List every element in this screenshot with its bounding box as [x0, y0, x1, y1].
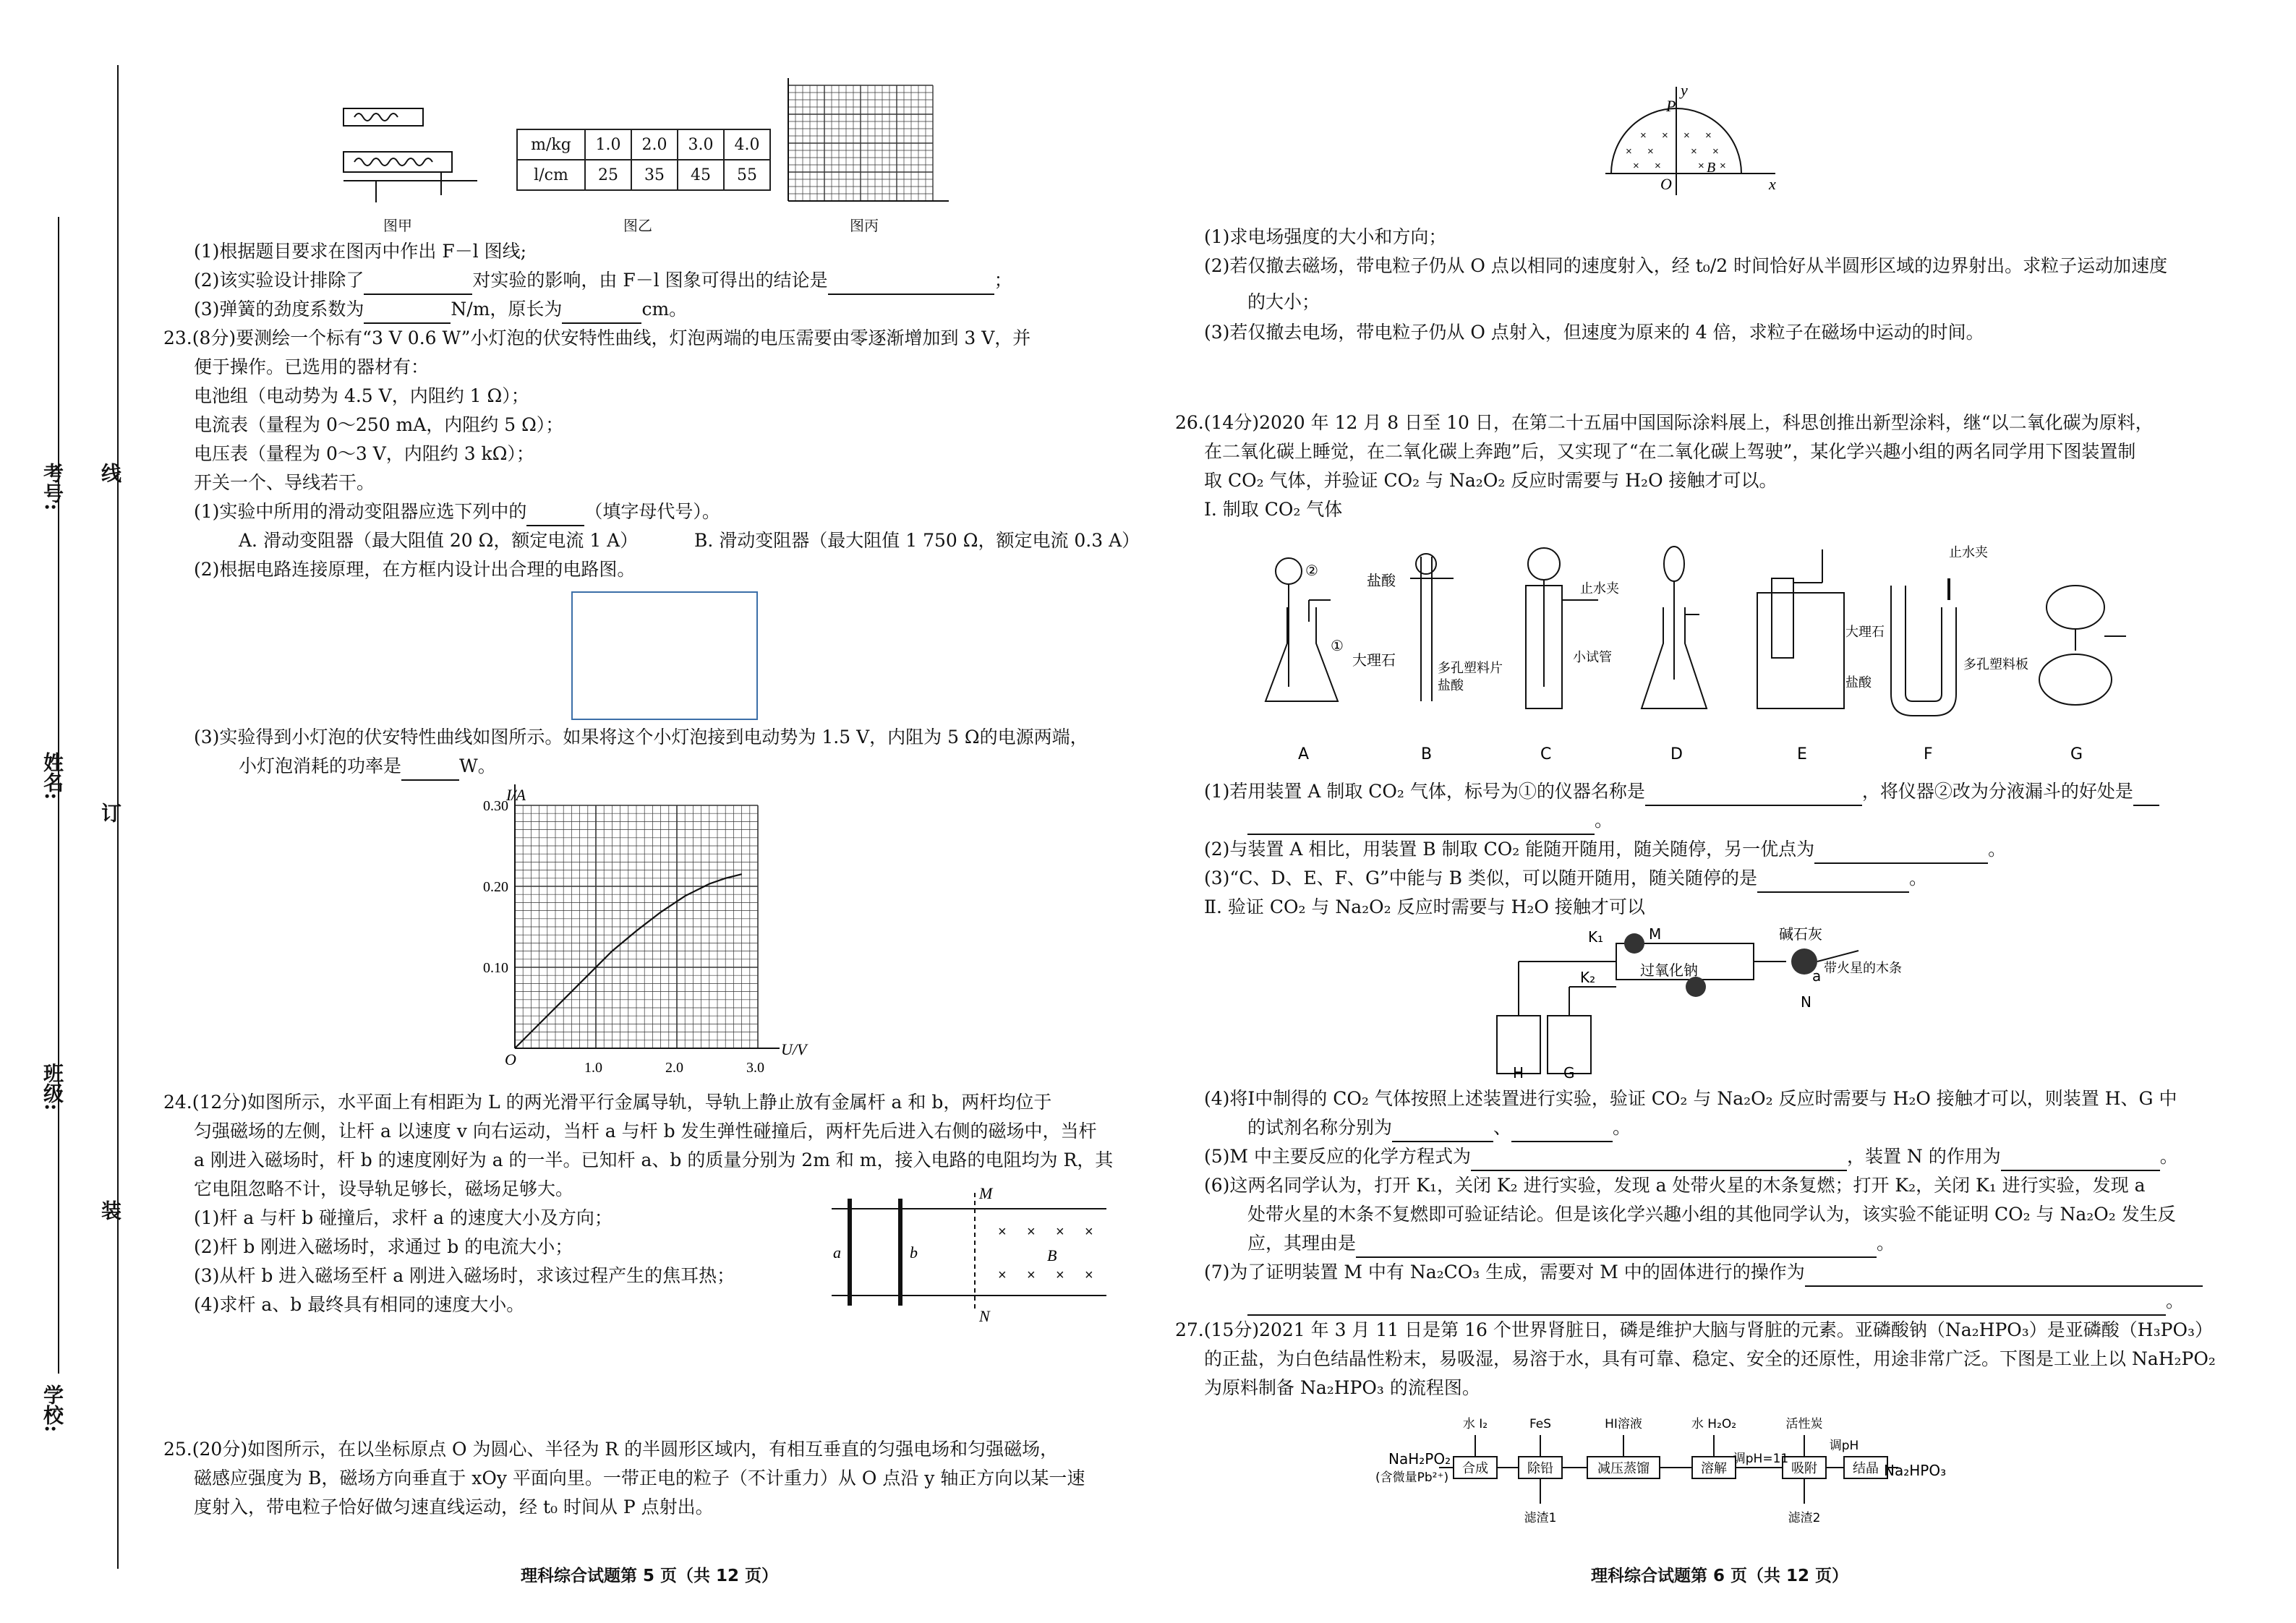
iv-ytick: 0.20: [483, 879, 508, 895]
answer-blank[interactable]: [1471, 1149, 1847, 1171]
flow-box-label: 减压蒸馏: [1597, 1461, 1650, 1476]
iv-ytick: 0.30: [483, 798, 508, 814]
flow-reagent: 水 H₂O₂: [1691, 1417, 1737, 1431]
q22-text: (2)该实验设计排除了: [194, 270, 364, 291]
q24-line-4: 它电阻忽略不计，设导轨足够长，磁场足够大。: [194, 1178, 574, 1199]
apparatus-label: 多孔塑料片: [1438, 661, 1503, 676]
apparatus-label: 盐酸: [1438, 678, 1464, 693]
answer-blank[interactable]: [1511, 1121, 1613, 1142]
spring-figure: [340, 101, 485, 206]
q22-line-3: [194, 295, 687, 324]
answer-blank[interactable]: [2133, 784, 2159, 806]
svg-text:×: ×: [1626, 145, 1632, 158]
setup-label-N: N: [1801, 993, 1811, 1011]
flow-reagent: FeS: [1529, 1417, 1552, 1431]
apparatus-label: 小试管: [1573, 650, 1612, 665]
apparatus-letter: G: [2070, 745, 2083, 763]
q25-part-2: (2)若仅撤去磁场，带电粒子仍从 O 点以相同的速度射入，经 t₀/2 时间恰好从半圆形区域的边界射出。求粒子运动加速度: [1204, 255, 2168, 276]
flow-box-label: 合成: [1462, 1461, 1488, 1476]
rails-figure: [817, 1186, 1114, 1323]
q25-line-3: 度射入，带电粒子恰好做匀速直线运动，经 t₀ 时间从 P 点射出。: [194, 1496, 714, 1517]
q26-text: 。: [1877, 1233, 1895, 1254]
q26-line-2: 在二氧化碳上睡觉，在二氧化碳上奔跑”后，又实现了“在二氧化碳上驾驶”，某化学兴趣小组的两名同学用下图装置制: [1204, 441, 2136, 462]
flow-box-label: 除铅: [1527, 1461, 1553, 1476]
q26-part-6c: [1247, 1229, 1895, 1258]
setup-label-a: a: [1812, 967, 1822, 985]
q26-text: 。: [1613, 1117, 1631, 1138]
flow-reagent: 水 I₂: [1462, 1417, 1488, 1431]
data-table: [516, 129, 771, 191]
q26-text: (3)“C、D、E、F、G”中能与 B 类似，可以随开随用，随关随停的是: [1204, 868, 1757, 888]
rail-label-N: N: [979, 1307, 990, 1323]
q23-text: （填字母代号）。: [584, 501, 720, 522]
q24-line-1: 24.(12分)如图所示，水平面上有相距为 L 的两光滑平行金属导轨，导轨上静止放有金属杆 a 和 b，两杆均位于: [163, 1092, 1052, 1113]
apparatus-letter: F: [1924, 745, 1933, 763]
flow-end: Na₂HPO₃: [1884, 1462, 1947, 1479]
setup-figure: [1475, 922, 1909, 1081]
q26-part-6: (6)这两名同学认为，打开 K₁，关闭 K₂ 进行实验，发现 a 处带火星的木条复燃；打开 K₂，关闭 K₁ 进行实验，发现 a: [1204, 1175, 2146, 1196]
q26-part-3: [1204, 864, 1927, 893]
label-school: 学校:: [40, 1384, 64, 1433]
q25-part-3: (3)若仅撤去电场，带电粒子仍从 O 点射入，但速度为原来的 4 倍，求粒子在磁场中运动的时间。: [1204, 322, 1984, 343]
flow-box-label: 结晶: [1853, 1461, 1879, 1476]
q22-line-2: (2)该实验设计排除了 对实验的影响，由 F－l 图象可得出的结论是 ；: [194, 266, 1012, 295]
q22-line-1: (1)根据题目要求在图丙中作出 F－l 图线;: [194, 241, 527, 262]
q26-text: 、: [1493, 1117, 1512, 1138]
mark-bind: 订: [98, 802, 122, 823]
svg-text:×: ×: [1056, 1224, 1064, 1240]
q26-text: (2)与装置 A 相比，用装置 B 制取 CO₂ 能随开随用，随关随停，另一优点为: [1204, 839, 1815, 860]
apparatus-label: 盐酸: [1367, 572, 1396, 589]
answer-blank[interactable]: [364, 273, 472, 295]
apparatus-label: 多孔塑料板: [1963, 657, 2028, 672]
svg-text:×: ×: [1698, 160, 1704, 172]
flowchart: [1367, 1406, 1960, 1543]
q26-part-7: [1204, 1258, 2203, 1287]
svg-text:×: ×: [1691, 145, 1697, 158]
q23-line-2: 便于操作。已选用的器材有：: [194, 356, 430, 377]
svg-text:×: ×: [1085, 1267, 1093, 1283]
q26-text: 应，其理由是: [1247, 1233, 1357, 1254]
svg-text:×: ×: [1640, 129, 1647, 142]
setup-label-M: M: [1649, 925, 1662, 943]
apparatus-letter: E: [1797, 745, 1807, 763]
apparatus-label: 止水夹: [1580, 581, 1619, 596]
table-cell: 3.0: [678, 129, 724, 160]
q26-text: (7)为了证明装置 M 中有 Na₂CO₃ 生成，需要对 M 中的固体进行的操作为: [1204, 1262, 1805, 1282]
flow-start: NaH₂PO₂: [1388, 1450, 1451, 1468]
table-cell: 4.0: [724, 129, 770, 160]
q25-part-2b: 的大小；: [1247, 291, 1320, 312]
svg-text:×: ×: [1085, 1224, 1093, 1240]
q26-text: 。: [1988, 839, 2007, 860]
q26-line-3: 取 CO₂ 气体，并验证 CO₂ 与 Na₂O₂ 反应时需要与 H₂O 接触才可以。: [1204, 470, 1778, 491]
table-cell: m/kg: [517, 129, 585, 160]
answer-blank[interactable]: [562, 302, 641, 324]
iv-xtick: 2.0: [665, 1060, 683, 1076]
apparatus-letter: D: [1670, 745, 1683, 763]
svg-text:×: ×: [1655, 160, 1661, 172]
q24-line-2: 匀强磁场的左侧，让杆 a 以速度 v 向右运动，当杆 a 与杆 b 发生弹性碰撞后，两杆先后进入右侧的磁场中，当杆: [194, 1121, 1097, 1142]
table-cell: l/cm: [517, 160, 585, 190]
rail-label-M: M: [979, 1186, 993, 1202]
flow-step-note: 调pH: [1829, 1439, 1859, 1453]
q23-line-3: 电池组（电动势为 4.5 V，内阻约 1 Ω）；: [194, 385, 529, 406]
iv-chart: [463, 784, 839, 1088]
svg-text:×: ×: [1056, 1267, 1064, 1283]
svg-text:×: ×: [1633, 160, 1639, 172]
label-exam-no: 考号:: [40, 463, 64, 511]
flow-residue: 滤渣1: [1524, 1511, 1557, 1525]
iv-ylabel: I/A: [506, 786, 526, 804]
q23-text: 小灯泡消耗的功率是: [239, 755, 402, 776]
q26-part-1: [1204, 777, 2159, 806]
rod-label-b: b: [910, 1243, 918, 1262]
q26-section-1: Ⅰ. 制取 CO₂ 气体: [1204, 499, 1343, 520]
apparatus-letter: B: [1421, 745, 1433, 763]
table-cell: 35: [631, 160, 678, 190]
semi-label-P: P: [1666, 97, 1676, 115]
apparatus-label: 盐酸: [1845, 675, 1872, 690]
table-cell: 1.0: [585, 129, 631, 160]
apparatus-figure: [1258, 535, 2184, 774]
table-cell: 2.0: [631, 129, 678, 160]
field-label-B: B: [1047, 1246, 1057, 1264]
q23-line-7: [194, 497, 720, 526]
q26-text: 。: [1908, 868, 1927, 888]
q23-line-12: [239, 752, 496, 781]
q26-part-6b: 处带火星的木条不复燃即可验证结论。但是该化学兴趣小组的其他同学认为，该实验不能证明 CO₂ 与 Na₂O₂ 发生反: [1247, 1204, 2176, 1225]
svg-text:×: ×: [1683, 129, 1690, 142]
apparatus-letter: C: [1540, 745, 1552, 763]
answer-blank[interactable]: [526, 505, 584, 526]
semicircle-figure: [1598, 80, 1786, 199]
iv-xlabel: U/V: [781, 1040, 807, 1058]
q26-text: 的试剂名称分别为: [1247, 1117, 1393, 1138]
blank-grid: [781, 78, 955, 208]
mark-fold: 装: [98, 1200, 122, 1220]
semi-label-O: O: [1660, 175, 1672, 193]
q23-text: W。: [459, 755, 496, 776]
answer-blank[interactable]: [1247, 813, 1595, 835]
q26-part-5: [1204, 1142, 2178, 1171]
setup-label-K1: K₁: [1588, 928, 1604, 946]
label-class: 班级:: [40, 1063, 64, 1111]
q24-part-4: (4)求杆 a、b 最终具有相同的速度大小。: [194, 1294, 525, 1315]
q26-text: (1)若用装置 A 制取 CO₂ 气体，标号为①的仪器名称是: [1204, 781, 1645, 802]
setup-label-K2: K₂: [1580, 969, 1596, 986]
svg-text:×: ×: [998, 1224, 1007, 1240]
answer-blank[interactable]: [1392, 1121, 1493, 1142]
q23-line-11: (3)实验得到小灯泡的伏安特性曲线如图所示。如果将这个小灯泡接到电动势为 1.5 V，内阻为 5 Ω的电源两端，: [194, 727, 1088, 748]
q23-line-5: 电压表（量程为 0～3 V，内阻约 3 kΩ）；: [194, 443, 534, 464]
q26-text: 。: [2166, 1290, 2185, 1311]
table-cell: 45: [678, 160, 724, 190]
setup-label-G: G: [1563, 1064, 1575, 1081]
flow-reagent: 活性炭: [1785, 1417, 1823, 1431]
answer-blank[interactable]: [1356, 1236, 1877, 1258]
semi-label-B: B: [1707, 160, 1716, 176]
q26-text: ，将仪器②改为分液漏斗的好处是: [1861, 781, 2133, 802]
q26-text: ，装置 N 的作用为: [1846, 1146, 2001, 1167]
q24-part-1: (1)杆 a 与杆 b 碰撞后，求杆 a 的速度大小及方向；: [194, 1207, 613, 1228]
apparatus-letter: A: [1298, 745, 1310, 763]
fig-label-bing: 图丙: [850, 217, 879, 234]
answer-blank[interactable]: [1805, 1265, 2203, 1287]
q23-line-1: 23.(8分)要测绘一个标有“3 V 0.6 W”小灯泡的伏安特性曲线，灯泡两端的电压需要由零逐渐增加到 3 V，并: [163, 327, 1031, 348]
flow-box-label: 吸附: [1791, 1461, 1817, 1476]
table-cell: 25: [585, 160, 631, 190]
flow-residue: 滤渣2: [1788, 1511, 1821, 1525]
q22-text: (3)弹簧的劲度系数为: [194, 299, 364, 320]
answer-blank[interactable]: [828, 273, 994, 295]
apparatus-label: 大理石: [1352, 651, 1396, 669]
svg-text:×: ×: [1662, 129, 1668, 142]
q24-part-2: (2)杆 b 刚进入磁场时，求通过 b 的电流大小；: [194, 1236, 573, 1257]
q22-text: N/m，原长为: [451, 299, 563, 320]
q26-line-1: 26.(14分)2020 年 12 月 8 日至 10 日，在第二十五届中国国际涂料展上，科思创推出新型涂料，继“以二氧化碳为原料，: [1175, 412, 2154, 433]
svg-text:×: ×: [1712, 145, 1719, 158]
flow-start-sub: (含微量Pb²⁺): [1375, 1470, 1449, 1485]
q26-part-4b: [1247, 1113, 1631, 1142]
svg-text:×: ×: [1720, 160, 1726, 172]
answer-blank[interactable]: [1645, 784, 1862, 806]
semi-label-x: x: [1769, 175, 1776, 193]
setup-label-H: H: [1513, 1064, 1524, 1081]
answer-blank[interactable]: [401, 759, 459, 781]
page-footer-left: 理科综合试题第 5 页（共 12 页）: [521, 1567, 779, 1585]
svg-text:×: ×: [1027, 1224, 1036, 1240]
apparatus-label: ②: [1305, 562, 1318, 579]
q23-line-6: 开关一个、导线若干。: [194, 472, 375, 493]
q23-line-10: (2)根据电路连接原理，在方框内设计出合理的电路图。: [194, 559, 636, 580]
fig-label-jia: 图甲: [383, 217, 412, 234]
page-footer-right: 理科综合试题第 6 页（共 12 页）: [1591, 1567, 1849, 1585]
setup-label-na2o2: 过氧化钠: [1640, 962, 1698, 979]
table-cell: 55: [724, 160, 770, 190]
q27-line-2: 的正盐，为白色结晶性粉末，易吸湿，易溶于水，具有可靠、稳定、安全的还原性，用途非常广泛。下图是工业上以 NaH₂PO₂: [1204, 1348, 2216, 1369]
q26-text: 。: [2159, 1146, 2178, 1167]
answer-blank[interactable]: [2001, 1149, 2160, 1171]
svg-text:×: ×: [1705, 129, 1712, 142]
mark-line: 线: [98, 463, 122, 483]
q26-text: 。: [1595, 810, 1613, 831]
flow-box-label: 溶解: [1701, 1461, 1727, 1476]
semi-label-y: y: [1681, 81, 1688, 99]
iv-origin: O: [505, 1050, 516, 1069]
q22-text: cm。: [641, 299, 688, 320]
iv-xtick: 1.0: [584, 1060, 602, 1076]
flow-reagent: HI溶液: [1605, 1417, 1642, 1431]
q25-line-1: 25.(20分)如图所示，在以坐标原点 O 为圆心、半径为 R 的半圆形区域内，有相互垂直的匀强电场和匀强磁场，: [163, 1439, 1059, 1460]
answer-blank[interactable]: [1247, 1294, 2166, 1316]
circuit-answer-box[interactable]: [571, 591, 758, 720]
fig-label-yi: 图乙: [623, 217, 652, 234]
answer-blank[interactable]: [364, 302, 451, 324]
iv-xtick: 3.0: [746, 1060, 764, 1076]
flow-step-note: 调pH=11: [1733, 1452, 1789, 1466]
q27-line-3: 为原料制备 Na₂HPO₃ 的流程图。: [1204, 1377, 1480, 1398]
q26-text: (5)M 中主要反应的化学方程式为: [1204, 1146, 1471, 1167]
apparatus-label: 大理石: [1845, 625, 1885, 640]
q23-option-b: B. 滑动变阻器（最大阻值 1 750 Ω，额定电流 0.3 A）: [694, 530, 1140, 551]
q23-line-4: 电流表（量程为 0～250 mA，内阻约 5 Ω）；: [194, 414, 564, 435]
label-name: 姓名:: [40, 752, 64, 800]
q26-part-7b: [1247, 1287, 2184, 1316]
q24-line-3: a 刚进入磁场时，杆 b 的速度刚好为 a 的一半。已知杆 a、b 的质量分别为 2m 和 m，接入电路的电阻均为 R，其: [194, 1149, 1114, 1170]
q22-text: 对实验的影响，由 F－l 图象可得出的结论是: [472, 270, 828, 291]
q24-part-3: (3)从杆 b 进入磁场至杆 a 刚进入磁场时，求该过程产生的焦耳热；: [194, 1265, 735, 1286]
apparatus-label: ①: [1331, 637, 1344, 654]
q25-line-2: 磁感应强度为 B，磁场方向垂直于 xOy 平面向里。一带正电的粒子（不计重力）从 O 点沿 y 轴正方向以某一速: [194, 1468, 1085, 1489]
svg-text:×: ×: [998, 1267, 1007, 1283]
svg-text:×: ×: [1647, 145, 1654, 158]
rod-label-a: a: [833, 1243, 841, 1262]
setup-label-splint: 带火星的木条: [1824, 961, 1902, 976]
q27-line-1: 27.(15分)2021 年 3 月 11 日是第 16 个世界肾脏日，磷是维护大脑与肾脏的元素。亚磷酸钠（Na₂HPO₃）是亚磷酸（H₃PO₃）: [1175, 1319, 2213, 1340]
q23-text: (1)实验中所用的滑动变阻器应选下列中的: [194, 501, 527, 522]
apparatus-label: 止水夹: [1949, 545, 1988, 560]
answer-blank[interactable]: [1814, 842, 1988, 864]
q26-part-2: [1204, 835, 2006, 864]
q26-part-4: (4)将Ⅰ中制得的 CO₂ 气体按照上述装置进行实验，验证 CO₂ 与 Na₂O₂ 反应时需要与 H₂O 接触才可以，则装置 H、G 中: [1204, 1088, 2177, 1109]
iv-ytick: 0.10: [483, 960, 508, 976]
setup-label-soda: 碱石灰: [1779, 925, 1822, 943]
q26-section-2: Ⅱ. 验证 CO₂ 与 Na₂O₂ 反应时需要与 H₂O 接触才可以: [1204, 896, 1645, 917]
answer-blank[interactable]: [1757, 871, 1909, 893]
q26-part-1b: [1247, 806, 1613, 835]
q25-part-1: (1)求电场强度的大小和方向；: [1204, 226, 1447, 247]
svg-text:×: ×: [1027, 1267, 1036, 1283]
q23-option-a: A. 滑动变阻器（最大阻值 20 Ω，额定电流 1 A）: [239, 530, 639, 551]
